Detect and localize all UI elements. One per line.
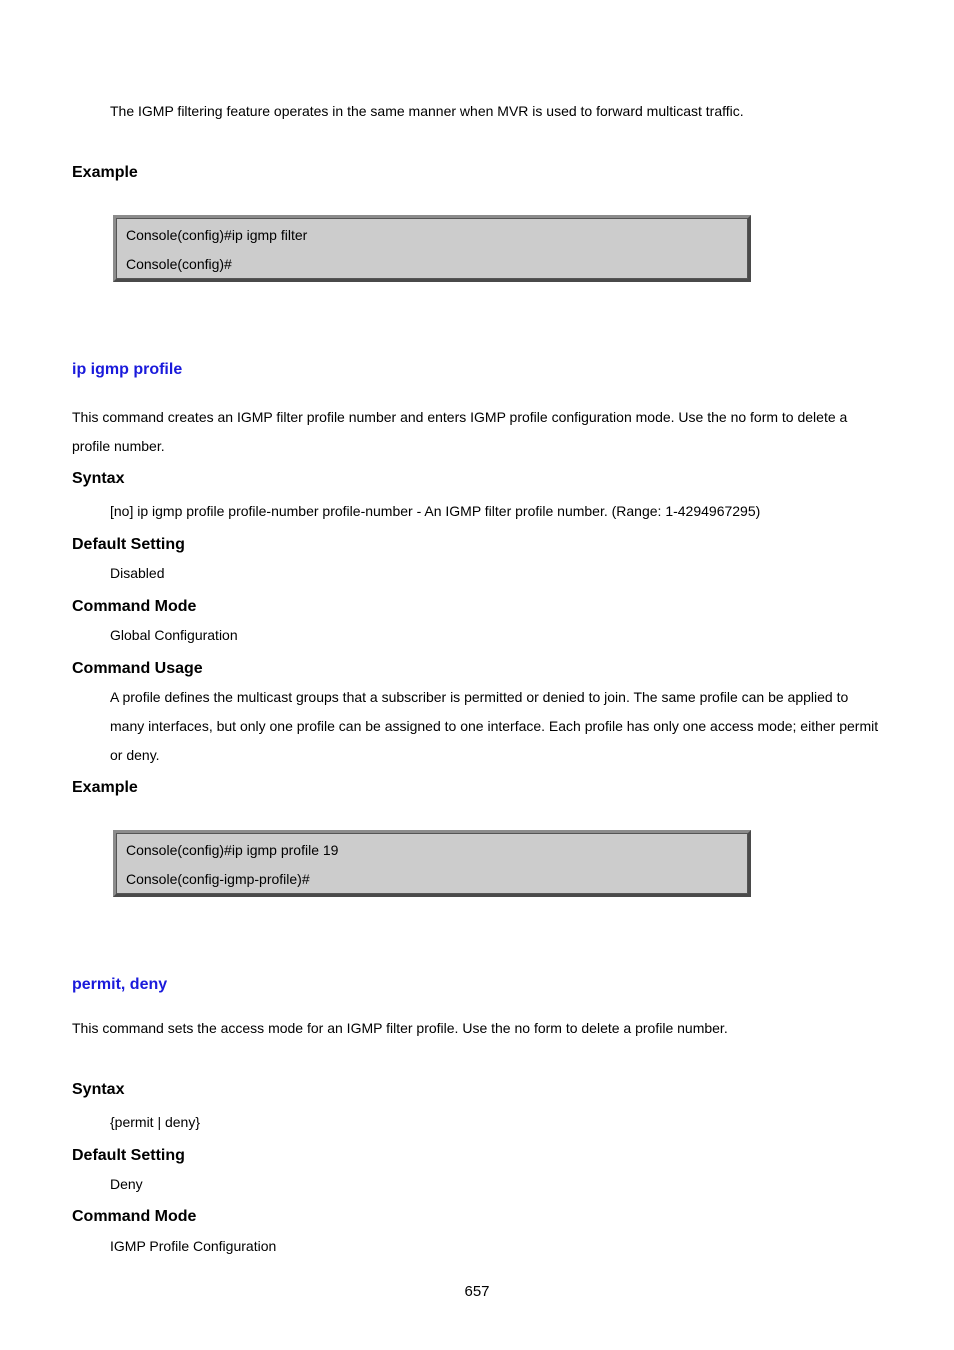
- syntax-heading: Syntax: [72, 1081, 125, 1098]
- default-setting-heading: Default Setting: [72, 536, 185, 553]
- example-heading: Example: [72, 779, 138, 796]
- syntax-text: {permit | deny}: [110, 1114, 201, 1130]
- command-mode-heading: Command Mode: [72, 598, 197, 615]
- intro-note: The IGMP filtering feature operates in the same manner when MVR is used to forward multicast traffic.: [110, 103, 744, 119]
- code-example-box: [113, 830, 751, 897]
- example-heading: Example: [72, 164, 138, 181]
- command-description: This command sets the access mode for an IGMP filter profile. Use the no form to delete a profile number.: [72, 1020, 728, 1036]
- default-setting-heading: Default Setting: [72, 1147, 185, 1164]
- syntax-text: [no] ip igmp profile profile-number profile-number - An IGMP filter profile number. (Range: 1-4294967295): [110, 503, 761, 519]
- command-usage-heading: Command Usage: [72, 660, 203, 677]
- code-line: Console(config)#ip igmp filter: [126, 227, 308, 243]
- command-title-permit-deny: permit, deny: [72, 976, 168, 993]
- code-line: Console(config)#: [126, 256, 232, 272]
- command-usage-text: A profile defines the multicast groups that a subscriber is permitted or denied to join. The same profile can be applied to many interfaces, but only one profile can be assigned to one interface. Each profile has only one access mode; either permit or deny.: [110, 689, 879, 763]
- command-mode-value: IGMP Profile Configuration: [110, 1238, 277, 1254]
- command-description: This command creates an IGMP filter profile number and enters IGMP profile configuration mode. Use the no form to delete a profile number.: [72, 409, 848, 454]
- code-line: Console(config)#ip igmp profile 19: [126, 842, 339, 858]
- default-setting-value: Deny: [110, 1176, 143, 1192]
- command-mode-heading: Command Mode: [72, 1208, 197, 1225]
- code-line: Console(config-igmp-profile)#: [126, 871, 310, 887]
- command-mode-value: Global Configuration: [110, 627, 238, 643]
- default-setting-value: Disabled: [110, 565, 165, 581]
- syntax-heading: Syntax: [72, 470, 125, 487]
- command-title-ip-igmp-profile: ip igmp profile: [72, 361, 183, 378]
- page-number: 657: [464, 1283, 490, 1300]
- code-example-box: [113, 215, 751, 282]
